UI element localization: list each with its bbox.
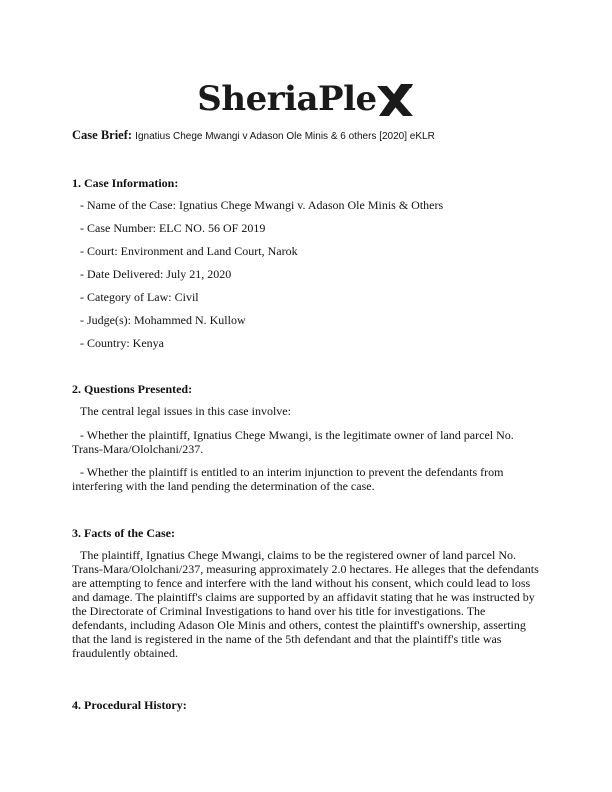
case-info-country: - Country: Kenya — [80, 336, 164, 350]
question-ownership-line: - Whether the plaintiff, Ignatius Chege Mwangi, is the legitimate owner of land parcel No. — [80, 428, 514, 442]
case-info-name: - Name of the Case: Ignatius Chege Mwangi v. Adason Ole Minis & Others — [80, 198, 444, 212]
facts-paragraph — [72, 548, 542, 660]
brand-logo — [0, 74, 612, 124]
case-info-date: - Date Delivered: July 21, 2020 — [80, 267, 232, 281]
facts-line: the Directorate of Criminal Investigations to hand over his title for investigations. The — [72, 604, 486, 618]
case-info-judges: - Judge(s): Mohammed N. Kullow — [80, 313, 246, 327]
question-injunction-line: interfering with the land pending the determination of the case. — [72, 479, 375, 493]
case-brief-label: Case Brief: — [72, 128, 133, 142]
facts-line: defendants, including Adason Ole Minis and others, contest the plaintiff's ownership, asserting — [72, 618, 526, 632]
x-mark-icon — [375, 80, 415, 120]
case-info-court: - Court: Environment and Land Court, Narok — [80, 244, 298, 258]
question-ownership-line: Trans-Mara/Ololchani/237. — [72, 442, 204, 456]
section-heading-questions-presented: 2. Questions Presented: — [72, 382, 193, 396]
facts-line: are attempting to fence and interfere with the land without his consent, which could lead to loss — [72, 576, 531, 590]
facts-line: and damage. The plaintiff's claims are supported by an affidavit stating that he was instructed by — [72, 590, 535, 604]
facts-line: fraudulently obtained. — [72, 646, 178, 660]
case-info-category: - Category of Law: Civil — [80, 290, 199, 304]
questions-intro: The central legal issues in this case involve: — [80, 404, 291, 418]
section-heading-case-information: 1. Case Information: — [72, 176, 179, 190]
case-info-number: - Case Number: ELC NO. 56 OF 2019 — [80, 221, 266, 235]
brand-logo-text: SheriaPle — [197, 79, 377, 119]
facts-line: that the land is registered in the name of the 5th defendant and that the plaintiff's title was — [72, 632, 502, 646]
case-brief-line — [72, 128, 435, 143]
section-heading-procedural-history: 4. Procedural History: — [72, 698, 187, 712]
question-injunction — [72, 465, 542, 493]
facts-line: The plaintiff, Ignatius Chege Mwangi, claims to be the registered owner of land parcel No. — [80, 548, 516, 562]
question-ownership — [72, 428, 542, 456]
facts-line: Trans-Mara/Ololchani/237, measuring approximately 2.0 hectares. He alleges that the defendants — [72, 562, 539, 576]
question-injunction-line: - Whether the plaintiff is entitled to an interim injunction to prevent the defendants from — [80, 465, 504, 479]
section-heading-facts: 3. Facts of the Case: — [72, 526, 175, 540]
case-brief-title: Ignatius Chege Mwangi v Adason Ole Minis & 6 others [2020] eKLR — [135, 131, 435, 142]
